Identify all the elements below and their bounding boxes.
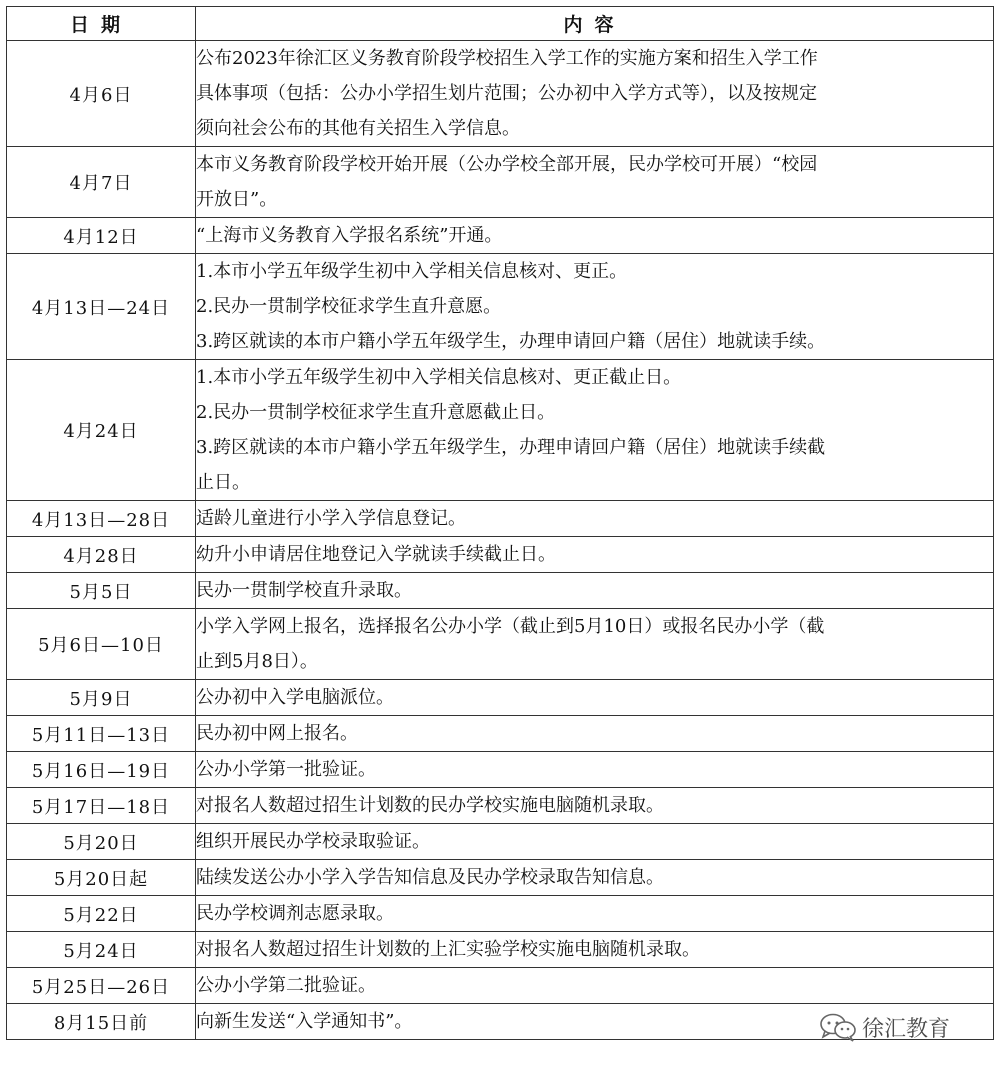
content-line: 公布2023年徐汇区义务教育阶段学校招生入学工作的实施方案和招生入学工作 [196, 48, 818, 69]
row-date: 5月25日—26日 [7, 968, 196, 1004]
content-line: 须向社会公布的其他有关招生入学信息。 [196, 118, 520, 139]
content-line: 幼升小申请居住地登记入学就读手续截止日。 [196, 544, 556, 565]
content-line: 对报名人数超过招生计划数的民办学校实施电脑随机录取。 [196, 795, 664, 816]
row-content [196, 824, 994, 860]
row-date: 4月13日—24日 [7, 254, 196, 360]
content-line: 2.民办一贯制学校征求学生直升意愿截止日。 [196, 402, 556, 423]
table-row [7, 501, 994, 537]
content-line: 3.跨区就读的本市户籍小学五年级学生，办理申请回户籍（居住）地就读手续截 [196, 437, 826, 458]
content-line: 适龄儿童进行小学入学信息登记。 [196, 508, 466, 529]
row-content [196, 147, 994, 218]
content-line: 3.跨区就读的本市户籍小学五年级学生，办理申请回户籍（居住）地就读手续。 [196, 331, 826, 352]
content-line: 民办初中网上报名。 [196, 723, 358, 744]
content-line: 组织开展民办学校录取验证。 [196, 831, 430, 852]
date-column-header: 日期 [7, 7, 196, 41]
table-row [7, 680, 994, 716]
row-content [196, 860, 994, 896]
table-row [7, 537, 994, 573]
table-row [7, 896, 994, 932]
row-date: 5月5日 [7, 573, 196, 609]
row-date: 5月17日—18日 [7, 788, 196, 824]
table-row [7, 824, 994, 860]
table-row [7, 752, 994, 788]
row-content [196, 680, 994, 716]
row-date: 4月13日—28日 [7, 501, 196, 537]
row-date: 4月24日 [7, 360, 196, 501]
table-row [7, 573, 994, 609]
row-date: 4月28日 [7, 537, 196, 573]
content-line: 对报名人数超过招生计划数的上汇实验学校实施电脑随机录取。 [196, 939, 700, 960]
content-line: 2.民办一贯制学校征求学生直升意愿。 [196, 296, 502, 317]
table-row [7, 254, 994, 360]
row-content [196, 788, 994, 824]
enrollment-schedule-table [6, 6, 994, 1040]
content-line: 公办小学第一批验证。 [196, 759, 376, 780]
row-date: 5月11日—13日 [7, 716, 196, 752]
row-content [196, 968, 994, 1004]
content-line: “上海市义务教育入学报名系统”开通。 [196, 225, 503, 246]
content-line: 公办初中入学电脑派位。 [196, 687, 394, 708]
row-content [196, 752, 994, 788]
row-date: 5月16日—19日 [7, 752, 196, 788]
row-date: 4月6日 [7, 41, 196, 147]
row-content [196, 41, 994, 147]
table-row [7, 860, 994, 896]
row-date: 5月9日 [7, 680, 196, 716]
row-content [196, 932, 994, 968]
table-row [7, 360, 994, 501]
watermark-text: 徐汇教育 [862, 1016, 951, 1042]
content-line: 陆续发送公办小学入学告知信息及民办学校录取告知信息。 [196, 867, 664, 888]
content-line: 1.本市小学五年级学生初中入学相关信息核对、更正截止日。 [196, 367, 682, 388]
table-row [7, 716, 994, 752]
row-content [196, 537, 994, 573]
wechat-icon [818, 1011, 858, 1043]
row-date: 4月12日 [7, 218, 196, 254]
table-header-row [7, 7, 994, 41]
content-line: 具体事项（包括：公办小学招生划片范围；公办初中入学方式等），以及按规定 [196, 83, 817, 104]
row-content [196, 716, 994, 752]
table-row [7, 218, 994, 254]
watermark [818, 1006, 978, 1048]
row-date: 5月20日 [7, 824, 196, 860]
table-row [7, 147, 994, 218]
table-row [7, 609, 994, 680]
content-line: 向新生发送“入学通知书”。 [196, 1011, 413, 1032]
content-column-header: 内容 [196, 7, 994, 41]
row-date: 5月24日 [7, 932, 196, 968]
table-body [7, 41, 994, 1040]
content-line: 公办小学第二批验证。 [196, 975, 376, 996]
table-row [7, 41, 994, 147]
row-date: 4月7日 [7, 147, 196, 218]
content-line: 小学入学网上报名，选择报名公办小学（截止到5月10日）或报名民办小学（截 [196, 616, 825, 637]
row-content [196, 360, 994, 501]
content-line: 开放日”。 [196, 189, 278, 210]
row-date: 5月22日 [7, 896, 196, 932]
content-line: 1.本市小学五年级学生初中入学相关信息核对、更正。 [196, 261, 628, 282]
row-content [196, 609, 994, 680]
row-content [196, 896, 994, 932]
content-line: 本市义务教育阶段学校开始开展（公办学校全部开展，民办学校可开展）“校园 [196, 154, 818, 175]
row-date: 8月15日前 [7, 1004, 196, 1040]
table-row [7, 788, 994, 824]
content-line: 民办一贯制学校直升录取。 [196, 580, 412, 601]
table-row [7, 932, 994, 968]
table-row [7, 968, 994, 1004]
content-line: 止日。 [196, 472, 250, 493]
content-line: 止到5月8日）。 [196, 651, 318, 672]
row-date: 5月6日—10日 [7, 609, 196, 680]
row-content [196, 254, 994, 360]
content-line: 民办学校调剂志愿录取。 [196, 903, 394, 924]
row-content [196, 501, 994, 537]
row-date: 5月20日起 [7, 860, 196, 896]
row-content [196, 218, 994, 254]
row-content [196, 573, 994, 609]
